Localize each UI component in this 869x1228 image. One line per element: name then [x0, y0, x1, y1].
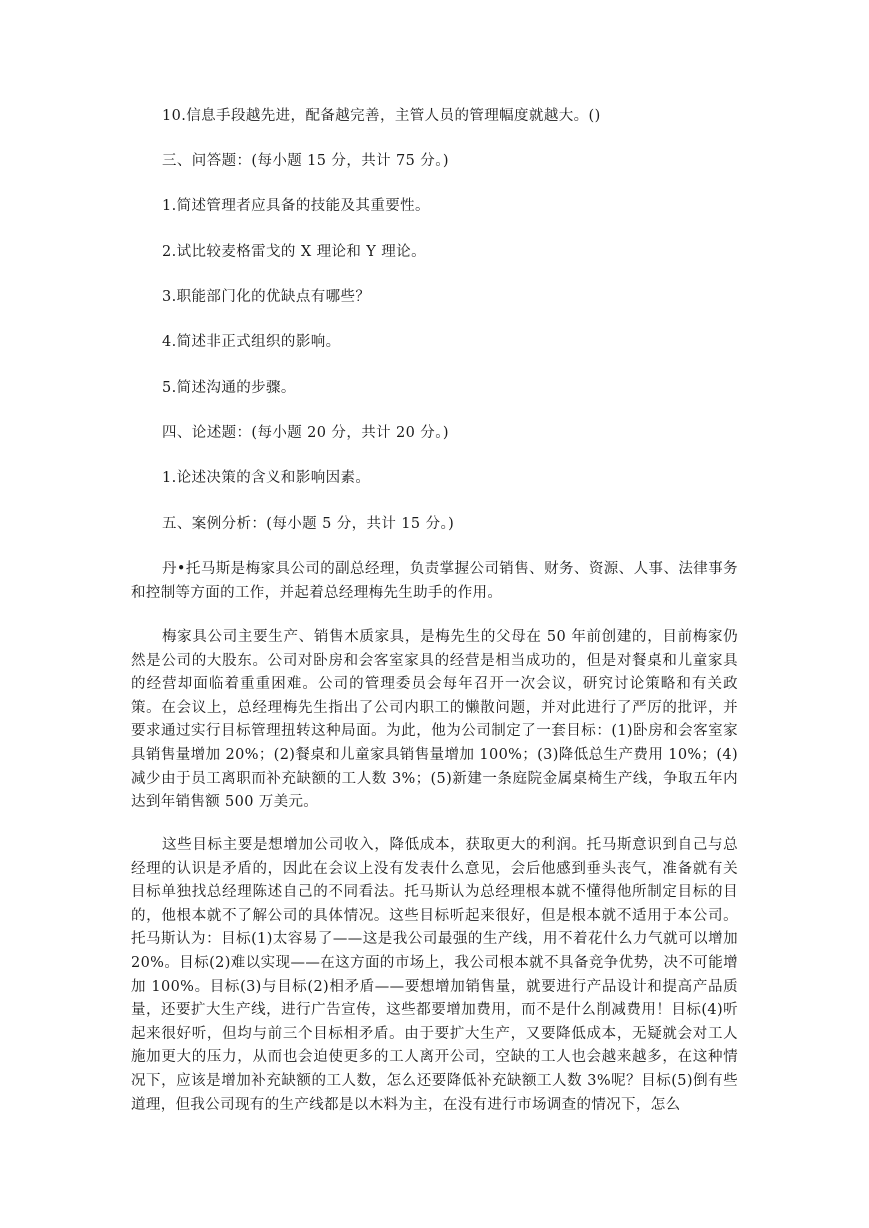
section-3-heading: 三、问答题：(每小题 15 分，共计 75 分。) — [162, 153, 449, 169]
section-5-heading: 五、案例分析：(每小题 5 分，共计 15 分。) — [162, 516, 455, 532]
case-paragraph-3: 这些目标主要是想增加公司收入，降低成本，获取更大的利润。托马斯意识到自己与总经理的认识是矛盾的，因此在会议上没有发表什么意见，会后他感到垂头丧气，准备就有关目标单独找总经理陈述自己的不同看法。托马斯认为总经理根本就不懂得他所制定目标的目的，他根本就不了解公司的具体情况。这些目标听起来很好，但是根本就不适用于本公司。托马斯认为：目标(1)太容易了——这是我公司最强的生产线，用不着花什么力气就可以增加 20%。目标(2)难以实现——在这方面的市场上，我公司根本就不具备竞争优势，决不可能增加 100%。目标(3)与目标(2)相矛盾——要想增加销售量，就要进行产品设计和提高产品质量，还要扩大生产线，进行广告宣传，这些都要增加费用，而不是什么削减费用！目标(4)听起来很好听，但均与前三个目标相矛盾。由于要扩大生产，又要降低成本，无疑就会对工人施加更大的压力，从而也会迫使更多的工人离开公司，空缺的工人也会越来越多，在这种情况下，应该是增加补充缺额的工人数，怎么还要降低补充缺额工人数 3%呢？目标(5)倒有些道理，但我公司现有的生产线都是以木料为主，在没有进行市场调查的情况下，怎么 — [131, 837, 738, 1113]
question-10-line: 10.信息手段越先进，配备越完善，主管人员的管理幅度就越大。() — [162, 108, 601, 124]
section-4-heading: 四、论述题：(每小题 20 分，共计 20 分。) — [162, 425, 449, 441]
qa-question-4: 4.简述非正式组织的影响。 — [162, 334, 341, 350]
qa-question-1: 1.简述管理者应具备的技能及其重要性。 — [162, 198, 430, 214]
qa-question-3: 3.职能部门化的优缺点有哪些？ — [162, 289, 371, 305]
case-paragraph-2: 梅家具公司主要生产、销售木质家具，是梅先生的父母在 50 年前创建的，目前梅家仍然是公司的大股东。公司对卧房和会客室家具的经营是相当成功的，但是对餐桌和儿童家具的经营却面临着重重困难。公司的管理委员会每年召开一次会议，研究讨论策略和有关政策。在会议上，总经理梅先生指出了公司内职工的懒散问题，并对此进行了严厉的批评，并要求通过实行目标管理扭转这种局面。为此，他为公司制定了一套目标：(1)卧房和会客室家具销售量增加 20%；(2)餐桌和儿童家具销售量增加 100%；(3)降低总生产费用 10%；(4)减少由于员工离职而补充缺额的工人数 3%；(5)新建一条庭院金属桌椅生产线，争取五年内达到年销售额 500 万美元。 — [131, 629, 738, 811]
essay-question-1: 1.论述决策的含义和影响因素。 — [162, 470, 371, 486]
qa-question-5: 5.简述沟通的步骤。 — [162, 380, 296, 396]
case-paragraph-1: 丹•托马斯是梅家具公司的副总经理，负责掌握公司销售、财务、资源、人事、法律事务和控制等方面的工作，并起着总经理梅先生助手的作用。 — [131, 561, 738, 601]
qa-question-2: 2.试比较麦格雷戈的 X 理论和 Y 理论。 — [162, 244, 426, 260]
